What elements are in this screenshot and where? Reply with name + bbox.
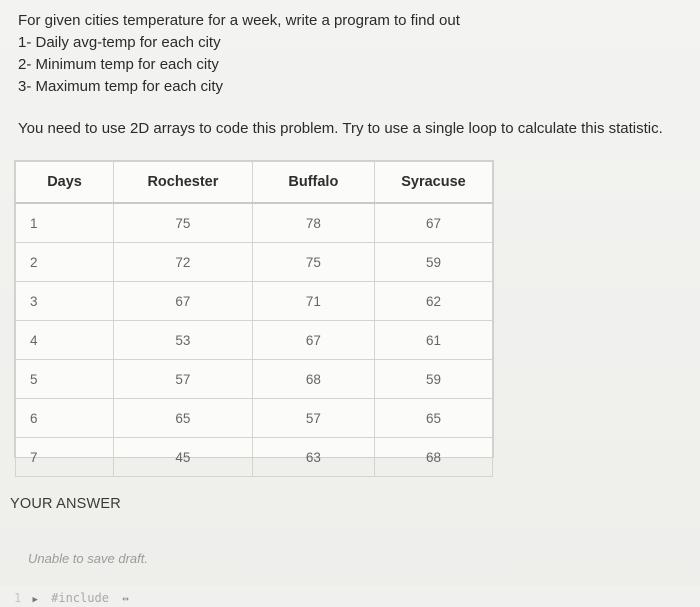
rochester-cell: 75 — [114, 203, 253, 243]
day-cell: 5 — [16, 360, 114, 399]
header-rochester: Rochester — [114, 162, 253, 204]
buffalo-cell: 75 — [252, 243, 374, 282]
buffalo-cell: 63 — [252, 438, 374, 477]
rochester-cell: 45 — [114, 438, 253, 477]
rochester-cell: 65 — [114, 399, 253, 438]
syracuse-cell: 68 — [374, 438, 492, 477]
table-row — [16, 282, 493, 321]
day-cell: 4 — [16, 321, 114, 360]
question-line: For given cities temperature for a week, write a program to find out — [18, 12, 460, 29]
table-row — [16, 438, 493, 477]
day-cell: 6 — [16, 399, 114, 438]
syracuse-cell: 67 — [374, 203, 492, 243]
day-cell: 7 — [16, 438, 114, 477]
day-cell: 1 — [16, 203, 114, 243]
line-number: 1 — [14, 591, 22, 605]
syracuse-cell: 61 — [374, 321, 492, 360]
buffalo-cell: 67 — [252, 321, 374, 360]
day-cell: 2 — [16, 243, 114, 282]
buffalo-cell: 57 — [252, 399, 374, 438]
table-header-row — [16, 162, 493, 204]
question-line: 2- Minimum temp for each city — [18, 56, 219, 73]
temperature-table — [14, 160, 494, 465]
draft-status: Unable to save draft. — [28, 551, 148, 566]
code-text[interactable]: #include — [51, 591, 109, 605]
table-row — [16, 243, 493, 282]
question-note: You need to use 2D arrays to code this problem. Try to use a single loop to calculate this statistic. — [18, 120, 663, 137]
your-answer-label: YOUR ANSWER — [10, 496, 121, 512]
header-buffalo: Buffalo — [252, 162, 374, 204]
syracuse-cell: 65 — [374, 399, 492, 438]
question-line: 1- Daily avg-temp for each city — [18, 34, 221, 51]
fold-arrow-icon[interactable]: ▶ — [32, 595, 38, 605]
rochester-cell: 53 — [114, 321, 253, 360]
header-days: Days — [16, 162, 114, 204]
syracuse-cell: 62 — [374, 282, 492, 321]
rochester-cell: 67 — [114, 282, 253, 321]
rochester-cell: 72 — [114, 243, 253, 282]
syracuse-cell: 59 — [374, 243, 492, 282]
table-row — [16, 360, 493, 399]
table-row — [16, 399, 493, 438]
code-line[interactable] — [14, 591, 129, 605]
header-syracuse: Syracuse — [374, 162, 492, 204]
table-row — [16, 321, 493, 360]
table-row — [16, 203, 493, 243]
ellipsis-icon[interactable]: ↔ — [122, 592, 129, 605]
buffalo-cell: 68 — [252, 360, 374, 399]
question-text — [18, 10, 460, 98]
day-cell: 3 — [16, 282, 114, 321]
buffalo-cell: 71 — [252, 282, 374, 321]
rochester-cell: 57 — [114, 360, 253, 399]
buffalo-cell: 78 — [252, 203, 374, 243]
syracuse-cell: 59 — [374, 360, 492, 399]
question-line: 3- Maximum temp for each city — [18, 78, 224, 95]
